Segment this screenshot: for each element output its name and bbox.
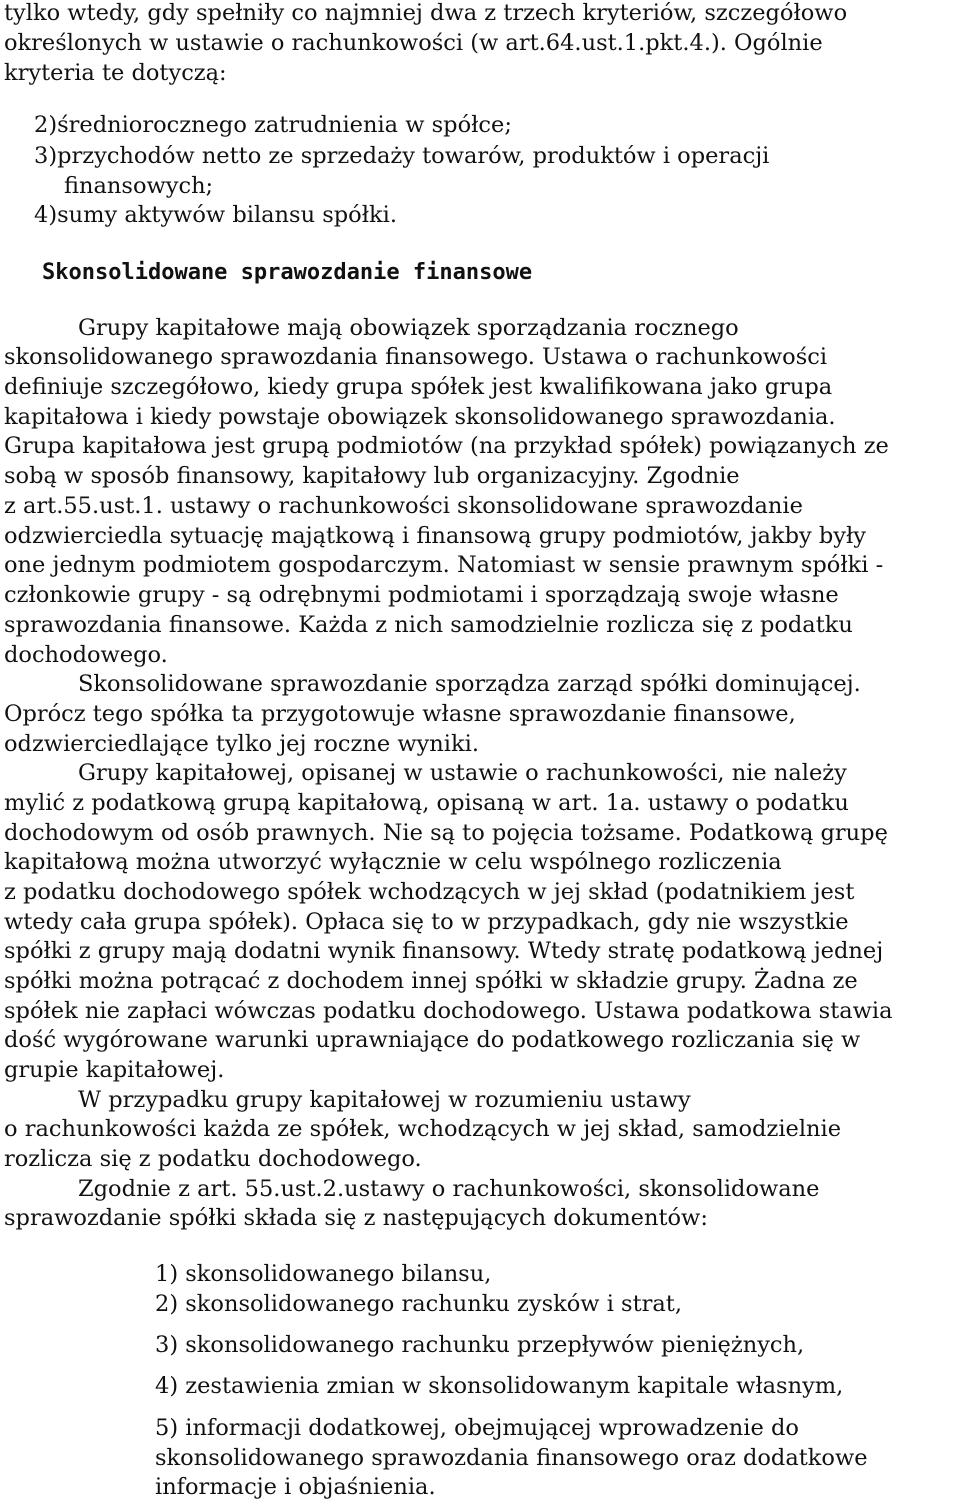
body-line: rozlicza się z podatku dochodowego. (4, 1146, 422, 1172)
body-line: Zgodnie z art. 55.ust.2.ustawy o rachunkowości, skonsolidowane (78, 1176, 820, 1202)
body-line: Grupa kapitałowa jest grupą podmiotów (na przykład spółek) powiązanych ze (4, 433, 889, 459)
body-line: dochodowego. (4, 642, 168, 668)
body-line: spółek nie zapłaci wówczas podatku dochodowego. Ustawa podatkowa stawia (4, 998, 893, 1024)
criteria-item: finansowych; (64, 173, 214, 199)
body-line: Skonsolidowane sprawozdanie sporządza zarząd spółki dominującej. (78, 671, 861, 697)
body-line: mylić z podatkową grupą kapitałową, opisaną w art. 1a. ustawy o podatku (4, 790, 849, 816)
body-line: z art.55.ust.1. ustawy o rachunkowości skonsolidowane sprawozdanie (4, 493, 803, 519)
document-list-item: skonsolidowanego sprawozdania finansowego oraz dodatkowe (155, 1445, 868, 1471)
body-line: Oprócz tego spółka ta przygotowuje własne sprawozdanie finansowe, (4, 701, 796, 727)
body-line: sprawozdania finansowe. Każda z nich samodzielnie rozlicza się z podatku (4, 612, 853, 638)
body-line: Grupy kapitałowej, opisanej w ustawie o rachunkowości, nie należy (78, 760, 847, 786)
intro-line: kryteria te dotyczą: (4, 60, 227, 86)
body-line: kapitałową można utworzyć wyłącznie w celu wspólnego rozliczenia (4, 849, 782, 875)
body-line: sobą w sposób finansowy, kapitałowy lub organizacyjny. Zgodnie (4, 463, 740, 489)
body-line: członkowie grupy - są odrębnymi podmiotami i sporządzają swoje własne (4, 582, 839, 608)
criteria-item: 2)średniorocznego zatrudnienia w spółce; (34, 112, 512, 138)
document-list-item: informacje i objaśnienia. (155, 1474, 436, 1500)
body-line: odzwierciedla sytuację majątkową i finansową grupy podmiotów, jakby były (4, 523, 866, 549)
body-line: spółki można potrącać z dochodem innej spółki w składzie grupy. Żadna ze (4, 968, 858, 994)
body-line: odzwierciedlające tylko jej roczne wyniki. (4, 731, 479, 757)
body-line: z podatku dochodowego spółek wchodzących w jej skład (podatnikiem jest (4, 879, 855, 905)
body-line: grupie kapitałowej. (4, 1057, 225, 1083)
body-line: o rachunkowości każda ze spółek, wchodzących w jej skład, samodzielnie (4, 1116, 842, 1142)
document-list-item: 5) informacji dodatkowej, obejmującej wprowadzenie do (155, 1415, 799, 1441)
criteria-item: 3)przychodów netto ze sprzedaży towarów, produktów i operacji (34, 143, 770, 169)
document-list-item: 1) skonsolidowanego bilansu, (155, 1261, 492, 1287)
criteria-item: 4)sumy aktywów bilansu spółki. (34, 202, 398, 228)
body-line: dochodowym od osób prawnych. Nie są to pojęcia tożsame. Podatkową grupę (4, 820, 888, 846)
document-list-item: 3) skonsolidowanego rachunku przepływów pieniężnych, (155, 1332, 805, 1358)
body-line: one jednym podmiotem gospodarczym. Natomiast w sensie prawnym spółki - (4, 552, 884, 578)
section-heading: Skonsolidowane sprawozdanie finansowe (42, 260, 533, 285)
body-line: wtedy cała grupa spółek). Opłaca się to w przypadkach, gdy nie wszystkie (4, 909, 849, 935)
body-line: W przypadku grupy kapitałowej w rozumieniu ustawy (78, 1087, 691, 1113)
document-list-item: 4) zestawienia zmian w skonsolidowanym kapitale własnym, (155, 1373, 844, 1399)
body-line: skonsolidowanego sprawozdania finansowego. Ustawa o rachunkowości (4, 344, 828, 370)
body-line: Grupy kapitałowe mają obowiązek sporządzania rocznego (78, 315, 739, 341)
body-line: sprawozdanie spółki składa się z następujących dokumentów: (4, 1205, 708, 1231)
body-line: spółki z grupy mają dodatni wynik finansowy. Wtedy stratę podatkową jednej (4, 938, 884, 964)
body-line: definiuje szczegółowo, kiedy grupa spółek jest kwalifikowana jako grupa (4, 374, 833, 400)
document-list-item: 2) skonsolidowanego rachunku zysków i strat, (155, 1291, 683, 1317)
body-line: kapitałowa i kiedy powstaje obowiązek skonsolidowanego sprawozdania. (4, 404, 836, 430)
intro-line: tylko wtedy, gdy spełniły co najmniej dwa z trzech kryteriów, szczegółowo (4, 0, 848, 26)
body-line: dość wygórowane warunki uprawniające do podatkowego rozliczania się w (4, 1027, 861, 1053)
intro-line: określonych w ustawie o rachunkowości (w art.64.ust.1.pkt.4.). Ogólnie (4, 30, 823, 56)
